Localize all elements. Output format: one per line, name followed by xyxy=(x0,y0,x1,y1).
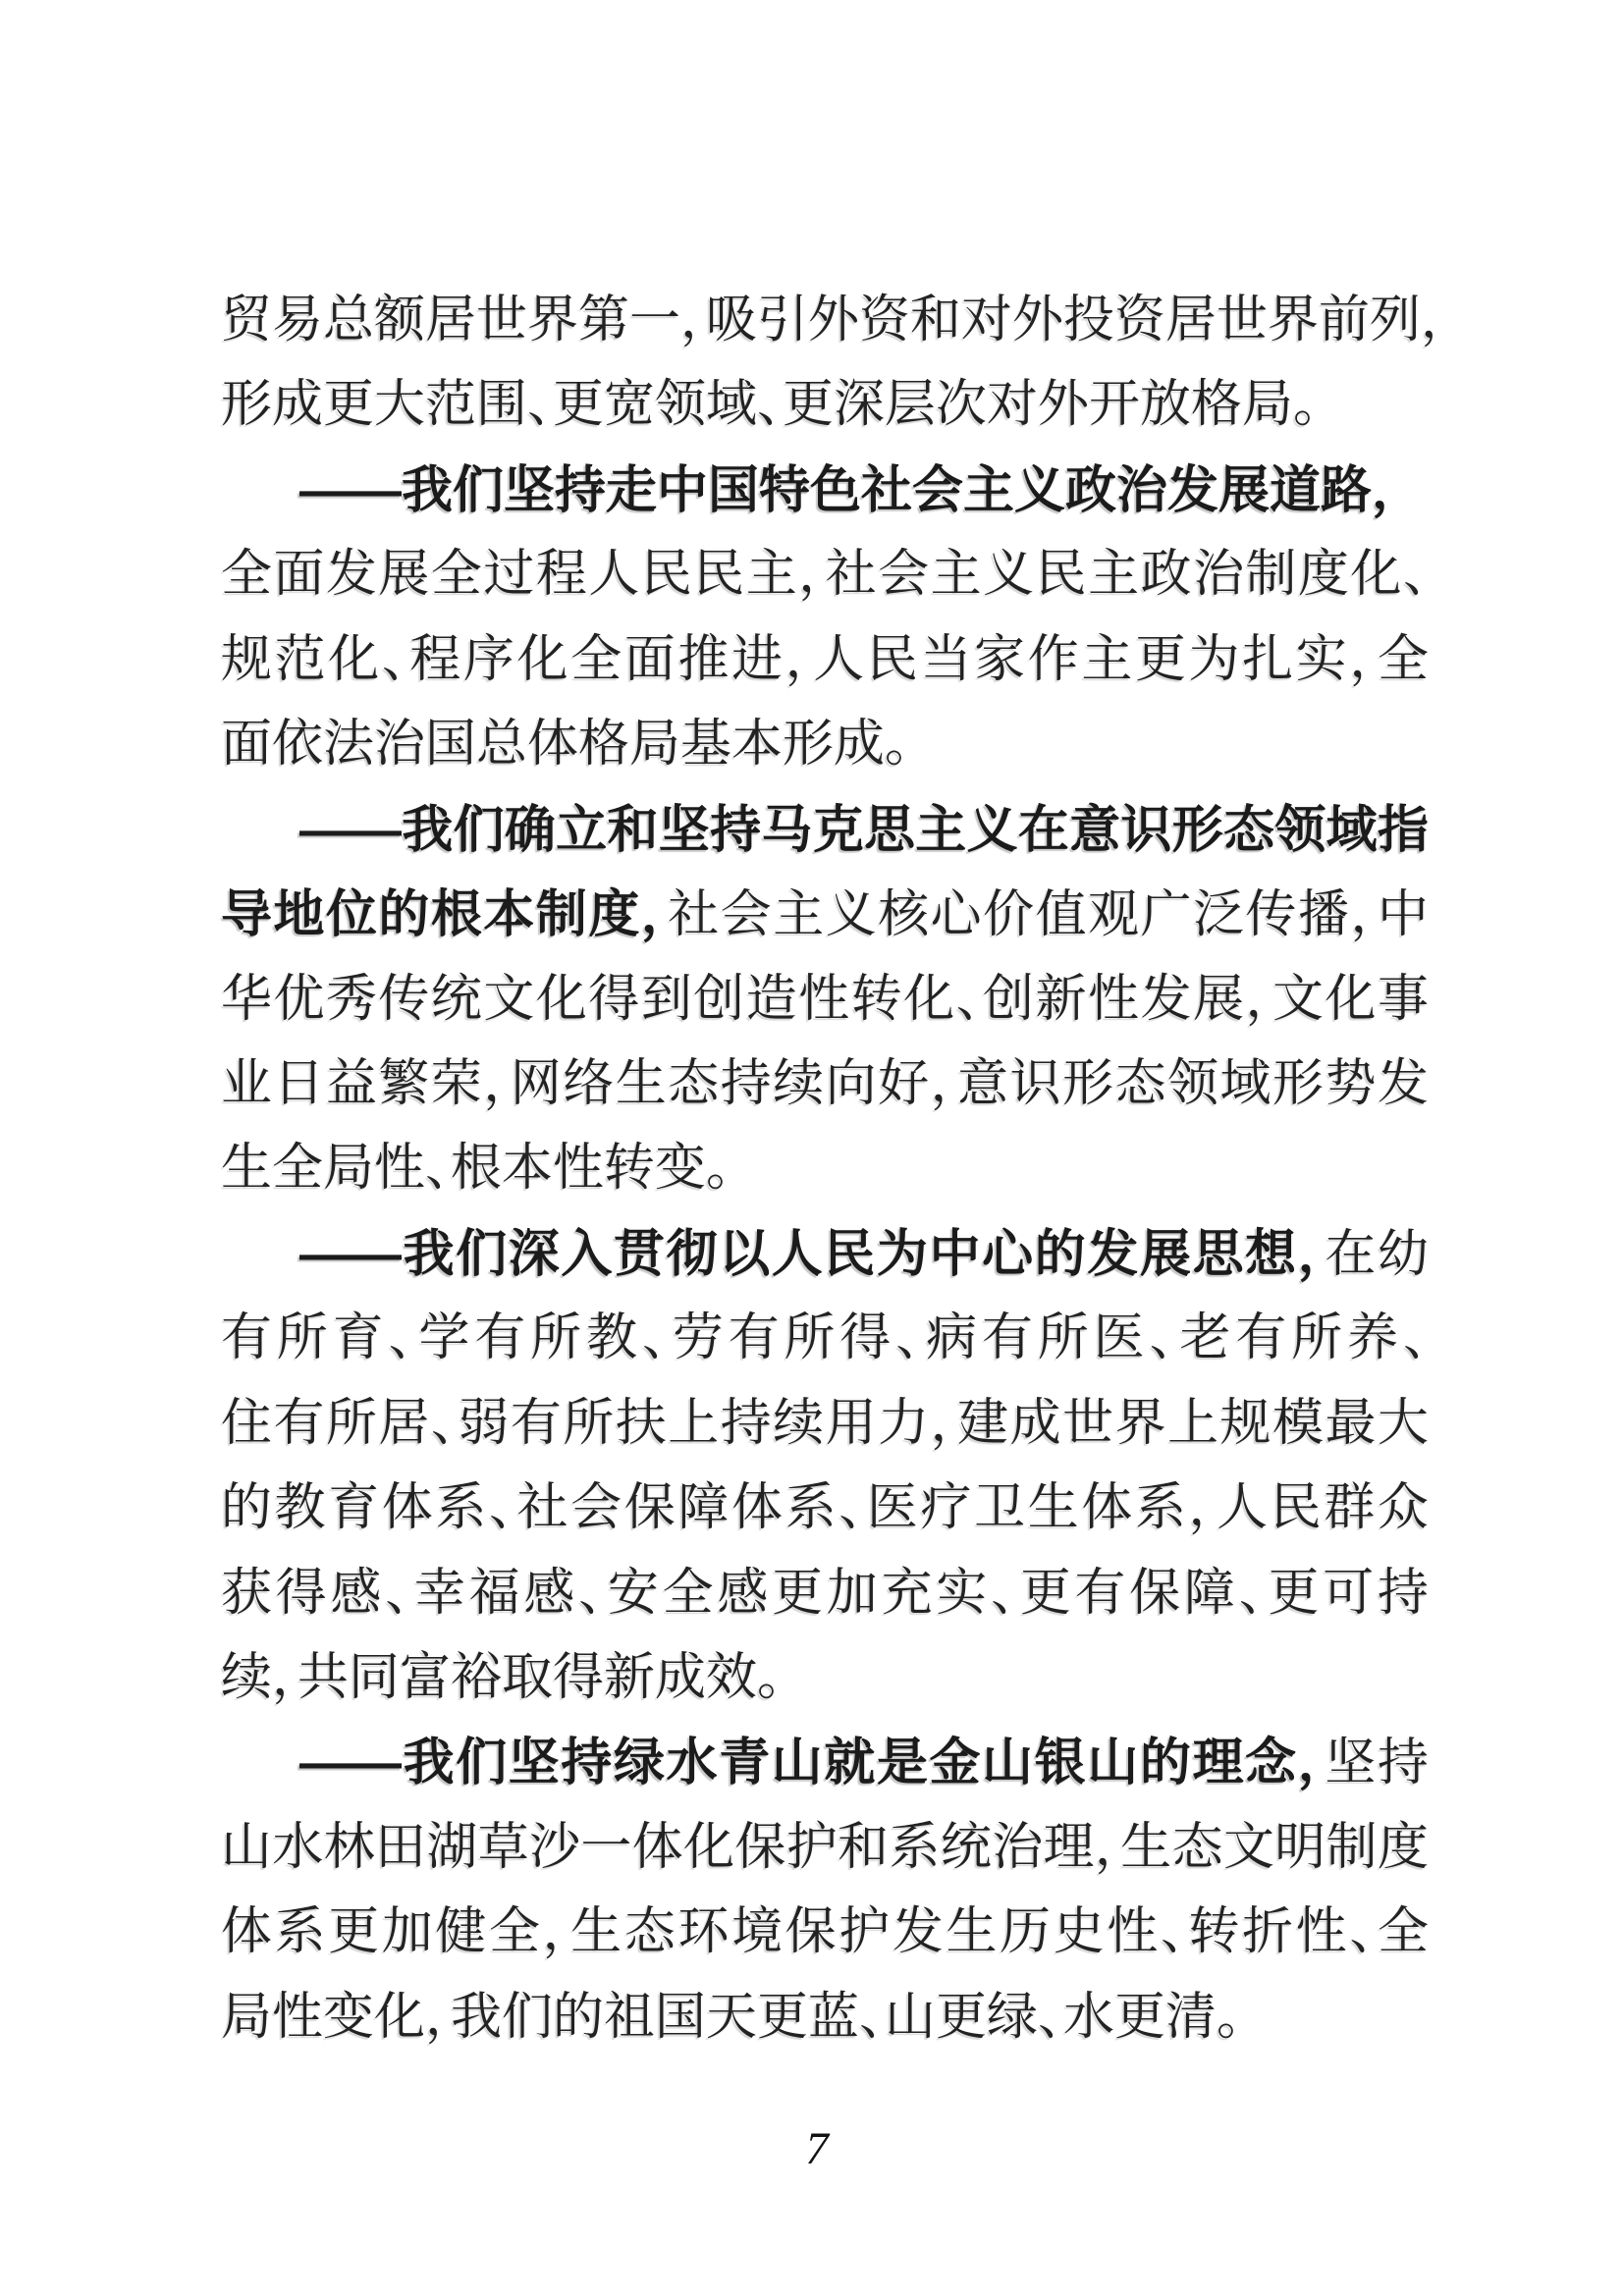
text-line xyxy=(221,788,1429,873)
body-text: 有所育、学有所教、劳有所得、病有所医、老有所养、 xyxy=(221,1310,1429,1367)
body-text: 局性变化，我们的祖国天更蓝、山更绿、水更清。 xyxy=(221,1989,1243,2046)
body-text: 社会主义核心价值观广泛传播，中 xyxy=(668,887,1429,944)
text-line xyxy=(221,279,1447,363)
emphasis-text: ——我们深入贯彻以人民为中心的发展思想， xyxy=(299,1225,1326,1283)
body-text: 坚持 xyxy=(1325,1735,1429,1792)
body-text: 形成更大范围、更宽领域、更深层次对外开放格局。 xyxy=(221,377,1320,434)
text-line xyxy=(221,703,1429,787)
page-number: 7 xyxy=(805,2123,829,2174)
body-text: 业日益繁荣，网络生态持续向好，意识形态领域形势发 xyxy=(221,1055,1429,1112)
body-text: 山水林田湖草沙一体化保护和系统治理，生态文明制度 xyxy=(221,1819,1429,1876)
emphasis-text: ——我们确立和坚持马克思主义在意识形态领域指 xyxy=(299,801,1429,859)
text-line xyxy=(221,1891,1429,1975)
text-line xyxy=(221,1467,1429,1551)
body-text: 面依法治国总体格局基本形成。 xyxy=(221,717,911,774)
text-line xyxy=(221,873,1429,957)
emphasis-text: ——我们坚持绿水青山就是金山银山的理念， xyxy=(299,1735,1326,1792)
body-text: 全面发展全过程人民民主，社会主义民主政治制度化、 xyxy=(221,547,1429,604)
body-text: 华优秀传统文化得到创造性转化、创新性发展，文化事 xyxy=(221,971,1429,1028)
text-line xyxy=(221,958,1429,1042)
body-text: 贸易总额居世界第一，吸引外资和对外投资居世界前列， xyxy=(221,293,1447,348)
body-text: 规范化、程序化全面推进，人民当家作主更为扎实，全 xyxy=(221,631,1429,688)
text-line xyxy=(221,363,1429,448)
text-line xyxy=(221,1721,1429,1805)
body-text: 续，共同富裕取得新成效。 xyxy=(221,1650,784,1706)
text-line xyxy=(221,1127,1429,1211)
text-line xyxy=(221,533,1429,617)
text-line xyxy=(221,618,1429,703)
text-line xyxy=(221,1042,1429,1127)
body-text: 在幼 xyxy=(1325,1226,1429,1283)
text-line xyxy=(221,1636,1429,1721)
body-text: 的教育体系、社会保障体系、医疗卫生体系，人民群众 xyxy=(221,1480,1429,1537)
text-block xyxy=(221,279,1447,2060)
text-line xyxy=(221,1552,1429,1636)
text-line xyxy=(221,1806,1429,1891)
emphasis-text: ——我们坚持走中国特色社会主义政治发展道路， xyxy=(299,461,1398,519)
text-line xyxy=(221,1297,1429,1381)
body-text: 住有所居、弱有所扶上持续用力，建成世界上规模最大 xyxy=(221,1395,1429,1452)
body-text: 生全局性、根本性转变。 xyxy=(221,1141,732,1198)
text-line xyxy=(221,1976,1429,2060)
body-text: 获得感、幸福感、安全感更加充实、更有保障、更可持 xyxy=(221,1565,1429,1622)
text-line xyxy=(221,1212,1429,1297)
text-line xyxy=(221,1382,1429,1467)
text-line xyxy=(221,449,1429,533)
emphasis-text: 导地位的根本制度， xyxy=(221,886,669,944)
body-text: 体系更加健全，生态环境保护发生历史性、转折性、全 xyxy=(221,1904,1429,1961)
